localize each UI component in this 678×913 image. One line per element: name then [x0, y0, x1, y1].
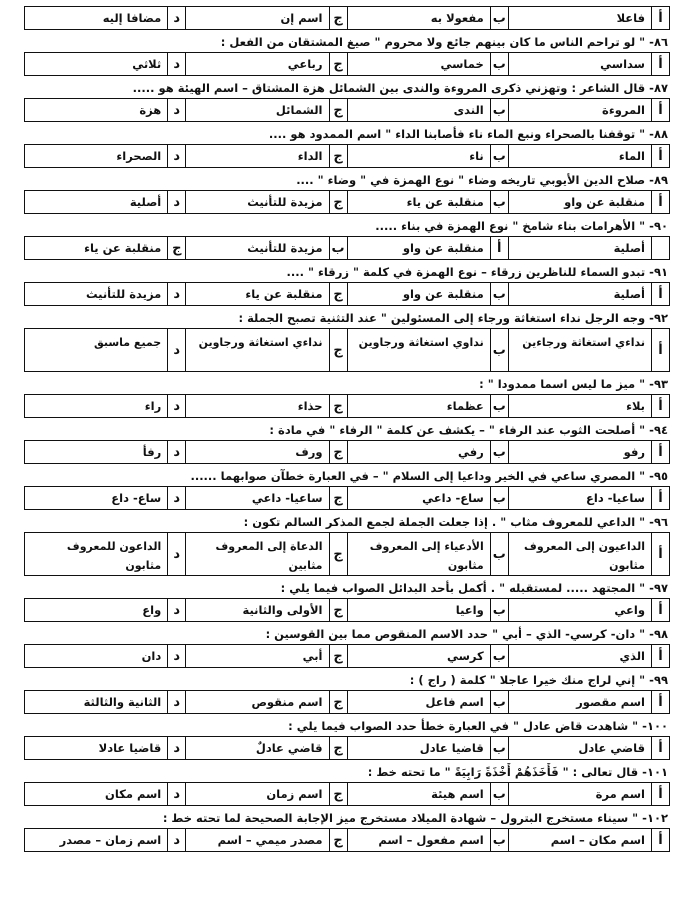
answer-option[interactable] [347, 191, 508, 213]
question-text: ٩٨- " دان- كرسي- الذي – أبي " حدد الاسم المنقوص مما بين القوسين : [265, 627, 668, 641]
option-letter: ب [490, 7, 508, 29]
answer-options-row [24, 236, 670, 260]
option-letter: د [167, 395, 185, 417]
option-letter: ج [329, 441, 347, 463]
option-letter: ب [490, 737, 508, 759]
option-letter: ج [329, 599, 347, 621]
option-text: منقلبة عن واو [402, 287, 484, 301]
answer-option[interactable] [347, 283, 508, 305]
option-text: اسم هيئة [431, 787, 484, 801]
answer-option[interactable] [508, 783, 669, 805]
option-letter: ب [490, 599, 508, 621]
option-text: ساعيا- داع [586, 491, 645, 505]
answer-option[interactable] [25, 783, 185, 805]
answer-option[interactable] [347, 691, 508, 713]
option-text: واعيا [455, 603, 484, 617]
option-letter [651, 237, 669, 259]
option-letter: ب [490, 283, 508, 305]
answer-option[interactable] [25, 145, 185, 167]
option-text: مصدر ميمي – اسم [217, 833, 323, 847]
answer-option[interactable] [347, 783, 508, 805]
option-text: المروءة [602, 103, 645, 117]
answer-options-row [24, 282, 670, 306]
option-letter: ب [490, 99, 508, 121]
option-text: قاضيا عادلا [98, 741, 162, 755]
option-letter: د [167, 7, 185, 29]
option-letter: د [167, 53, 185, 75]
option-text: أصلية [129, 195, 162, 209]
option-text: أبي [302, 649, 323, 663]
option-letter: ج [329, 395, 347, 417]
option-letter: أ [651, 829, 669, 851]
answer-option[interactable] [347, 395, 508, 417]
option-text: مضافا إليه [102, 11, 162, 25]
option-letter: أ [651, 645, 669, 667]
option-letter: ب [490, 533, 508, 575]
answer-option[interactable] [347, 645, 508, 667]
option-text: ساع- داعي [422, 491, 484, 505]
answer-options-row [24, 394, 670, 418]
option-letter: أ [651, 737, 669, 759]
option-letter: د [167, 283, 185, 305]
answer-option[interactable] [185, 487, 346, 509]
option-letter: أ [490, 237, 508, 259]
option-text: رفو [623, 445, 645, 459]
answer-option[interactable] [347, 53, 508, 75]
answer-option[interactable] [508, 441, 669, 463]
answer-option[interactable] [185, 441, 346, 463]
option-text: راء [144, 399, 162, 413]
option-letter: ج [329, 645, 347, 667]
option-letter: أ [651, 599, 669, 621]
option-text: الداعون للمعروف مثابون [66, 540, 162, 572]
answer-option[interactable] [25, 645, 185, 667]
option-letter: د [167, 145, 185, 167]
option-letter: د [167, 441, 185, 463]
option-text: اسم فاعل [425, 695, 484, 709]
option-text: اسم زمان – مصدر [59, 833, 162, 847]
answer-option[interactable] [508, 395, 669, 417]
option-text: الصحراء [116, 149, 162, 163]
answer-option[interactable] [347, 7, 508, 29]
question-text: ٩٠- " الأهرامات بناء شامخ " نوع الهمزة في بناء ..... [375, 219, 668, 233]
answer-option[interactable] [25, 99, 185, 121]
option-letter: ب [490, 783, 508, 805]
answer-option[interactable] [508, 329, 669, 371]
question-text: ١٠١- قال تعالى : " فَأَخَذَهُمْ أَخْذَةً رَابِيَةً " ما تحته خط : [367, 765, 668, 779]
option-letter: ج [329, 99, 347, 121]
answer-option[interactable] [25, 691, 185, 713]
answer-option[interactable] [347, 599, 508, 621]
answer-option[interactable] [508, 829, 669, 851]
answer-option[interactable] [185, 283, 346, 305]
answer-options-row [24, 532, 670, 576]
option-text: منقلبة عن ياء [84, 241, 162, 255]
answer-option[interactable] [185, 53, 346, 75]
option-letter: د [167, 533, 185, 575]
answer-option[interactable] [347, 329, 508, 371]
answer-option[interactable] [185, 99, 346, 121]
option-text: ناء [469, 149, 484, 163]
answer-option[interactable] [508, 145, 669, 167]
answer-option[interactable] [347, 441, 508, 463]
question-text: ٩٥- " المصري ساعي في الخير وداعيا إلى السلام " – في العبارة خطآن صوابهما ...... [190, 469, 668, 483]
answer-option[interactable] [347, 237, 508, 259]
answer-option[interactable] [25, 441, 185, 463]
option-text: الذي [619, 649, 645, 663]
option-text: كرسي [446, 649, 484, 663]
question-text: ٨٧- قال الشاعر : وتهزني ذكرى المروءة والندى بين الشمائل هزة المشتاق – اسم الهيئة هو ..... [132, 81, 668, 95]
answer-options-row [24, 52, 670, 76]
option-text: ورف [295, 445, 323, 459]
answer-option[interactable] [185, 533, 346, 575]
answer-option[interactable] [508, 737, 669, 759]
option-text: الشمائل [275, 103, 323, 117]
option-letter: أ [651, 395, 669, 417]
option-letter: د [167, 829, 185, 851]
option-letter: أ [651, 329, 669, 371]
question-text: ٩٤- " أصلحت الثوب عند الرفاء " – يكشف عن كلمة " الرفاء " في مادة : [269, 423, 668, 437]
answer-options-row [24, 328, 670, 372]
option-letter: د [167, 99, 185, 121]
option-letter: ب [490, 645, 508, 667]
answer-option[interactable] [508, 99, 669, 121]
answer-option[interactable] [25, 53, 185, 75]
answer-option[interactable] [508, 691, 669, 713]
question-text: ٩٦- " الداعي للمعروف مثاب " . إذا جعلت الجملة لجمع المذكر السالم تكون : [243, 515, 668, 529]
answer-option[interactable] [508, 53, 669, 75]
option-letter: أ [651, 283, 669, 305]
answer-options-row [24, 828, 670, 852]
answer-option[interactable] [25, 7, 185, 29]
answer-option[interactable] [25, 329, 185, 371]
answer-options-row [24, 486, 670, 510]
question-text: ٨٨- " توقفنا بالصحراء ونبع الماء ناء فأصابنا الداء " اسم الممدود هو .... [268, 127, 668, 141]
answer-options-row [24, 644, 670, 668]
option-letter: ج [167, 237, 185, 259]
answer-options-row [24, 440, 670, 464]
answer-option[interactable] [508, 237, 669, 259]
option-text: الأولى والثانية [242, 603, 323, 617]
option-text: عظماء [446, 399, 484, 413]
option-letter: ج [329, 829, 347, 851]
option-text: الداعيون إلى المعروف مثابون [524, 540, 645, 572]
option-letter: ب [490, 691, 508, 713]
option-text: حذاء [297, 399, 323, 413]
option-letter: أ [651, 53, 669, 75]
answer-option[interactable] [508, 191, 669, 213]
option-letter: ج [329, 283, 347, 305]
question-text: ٩٢- وجه الرجل نداء استغاثة ورجاء إلى المسئولين " عند التثنية تصبح الجملة : [238, 311, 668, 325]
option-text: قاضي عادل [578, 741, 645, 755]
option-text: الأدعياء إلى المعروف مثابون [369, 540, 484, 572]
option-text: الندى [453, 103, 484, 117]
option-letter: ج [329, 7, 347, 29]
answer-option[interactable] [347, 99, 508, 121]
option-text: بلاء [626, 399, 645, 413]
option-text: أصلية [613, 241, 645, 255]
option-letter: د [167, 645, 185, 667]
option-letter: ج [329, 533, 347, 575]
answer-options-row [24, 190, 670, 214]
option-text: أصلية [613, 287, 645, 301]
answer-option[interactable] [25, 487, 185, 509]
option-text: نداءي استغاثة ورجاوين [198, 336, 323, 349]
option-letter: ب [329, 237, 347, 259]
answer-options-row [24, 144, 670, 168]
question-text: ٩٣- " ميز ما ليس اسما ممدودا " : [479, 377, 668, 391]
answer-option[interactable] [185, 783, 346, 805]
option-letter: د [167, 783, 185, 805]
question-text: ١٠٢- " سيناء مستخرج البترول – شهادة الميلاد مستخرج ميز الإجابة الصحيحة لما تحته خط : [162, 811, 668, 825]
answer-options-row [24, 98, 670, 122]
option-text: قاضيا عادل [419, 741, 484, 755]
option-text: ثلاثي [132, 57, 162, 71]
option-letter: ج [329, 737, 347, 759]
option-text: اسم زمان [266, 787, 323, 801]
option-text: اسم مكان – اسم [550, 833, 645, 847]
option-text: مزيدة للتأنيث [247, 241, 323, 255]
option-text: قاضي عادلٌ [255, 741, 323, 755]
option-letter: أ [651, 783, 669, 805]
answer-option[interactable] [185, 237, 346, 259]
option-text: اسم مرة [595, 787, 645, 801]
option-letter: ب [490, 191, 508, 213]
answer-option[interactable] [185, 145, 346, 167]
option-letter: ب [490, 53, 508, 75]
option-letter: ج [329, 53, 347, 75]
option-text: اسم إن [280, 11, 323, 25]
answer-option[interactable] [185, 329, 346, 371]
option-letter: ج [329, 691, 347, 713]
answer-options-row [24, 736, 670, 760]
answer-option[interactable] [185, 737, 346, 759]
answer-option[interactable] [185, 691, 346, 713]
option-text: رباعي [287, 57, 323, 71]
answer-option[interactable] [347, 737, 508, 759]
option-letter: أ [651, 7, 669, 29]
answer-option[interactable] [185, 395, 346, 417]
option-letter: ب [490, 145, 508, 167]
option-letter: ب [490, 441, 508, 463]
option-text: فاعلا [616, 11, 645, 25]
option-letter: ج [329, 329, 347, 371]
option-text: منقلبة عن واو [564, 195, 645, 209]
option-letter: أ [651, 533, 669, 575]
option-text: منقلبة عن ياء [245, 287, 323, 301]
answer-option[interactable] [185, 191, 346, 213]
option-text: خماسي [440, 57, 484, 71]
option-text: ساعيا- داعي [251, 491, 323, 505]
option-letter: د [167, 191, 185, 213]
answer-option[interactable] [25, 737, 185, 759]
option-text: منقلبة عن واو [402, 241, 484, 255]
answer-option[interactable] [25, 533, 185, 575]
option-text: الماء [618, 149, 645, 163]
answer-option[interactable] [185, 599, 346, 621]
question-text: ٨٩- صلاح الدين الأيوبي تاريخه وضاء " نوع الهمزة في " وضاء " .... [296, 173, 668, 187]
option-text: مفعولا به [430, 11, 484, 25]
option-text: واع [142, 603, 162, 617]
option-text: الداء [297, 149, 323, 163]
option-text: الدعاة إلى المعروف مثابين [215, 540, 323, 572]
option-letter: أ [651, 487, 669, 509]
option-letter: ج [329, 145, 347, 167]
answer-options-row [24, 598, 670, 622]
option-text: اسم منقوص [251, 695, 323, 709]
option-letter: أ [651, 691, 669, 713]
option-text: ساع- داع [111, 491, 162, 505]
option-text: مزيدة للتأنيث [86, 287, 162, 301]
option-letter: أ [651, 191, 669, 213]
option-letter: د [167, 599, 185, 621]
option-letter: ب [490, 329, 508, 371]
answer-option[interactable] [347, 145, 508, 167]
answer-option[interactable] [25, 283, 185, 305]
answer-option[interactable] [347, 829, 508, 851]
option-text: سداسي [600, 57, 645, 71]
option-letter: أ [651, 441, 669, 463]
answer-option[interactable] [25, 599, 185, 621]
option-letter: أ [651, 145, 669, 167]
answer-options-row [24, 782, 670, 806]
option-text: واعي [614, 603, 645, 617]
answer-option[interactable] [185, 829, 346, 851]
option-letter: د [167, 487, 185, 509]
answer-option[interactable] [185, 645, 346, 667]
question-text: ٨٦- " لو تراحم الناس ما كان بينهم جائع ولا محروم " صيغ المشتقان من الفعل : [220, 35, 668, 49]
option-text: نداءي استغاثة ورجاءين [522, 336, 645, 349]
answer-option[interactable] [25, 395, 185, 417]
answer-options-row [24, 690, 670, 714]
option-text: الثانية والثالثة [83, 695, 162, 709]
option-text: اسم مكان [105, 787, 162, 801]
option-letter: ب [490, 395, 508, 417]
answer-option[interactable] [25, 237, 185, 259]
question-text: ٩٧- " المجتهد ..... لمستقبله " . أكمل بأحد البدائل الصواب فيما يلي : [280, 581, 668, 595]
answer-option[interactable] [25, 829, 185, 851]
option-text: رفي [457, 445, 484, 459]
option-letter: أ [651, 99, 669, 121]
option-letter: ب [490, 829, 508, 851]
option-text: اسم مفعول – اسم [378, 833, 484, 847]
answer-option[interactable] [25, 191, 185, 213]
option-letter: ج [329, 783, 347, 805]
option-letter: ج [329, 191, 347, 213]
answer-option[interactable] [508, 283, 669, 305]
question-text: ٩٩- " إني لراج منك خيرا عاجلا " كلمة ( راج ) : [409, 673, 668, 687]
option-text: دان [141, 649, 162, 663]
option-text: جميع ماسبق [93, 336, 162, 349]
option-letter: د [167, 737, 185, 759]
answer-option[interactable] [185, 7, 346, 29]
option-letter: ب [490, 487, 508, 509]
option-text: رفأ [142, 445, 162, 459]
answer-option[interactable] [508, 645, 669, 667]
answer-option[interactable] [347, 487, 508, 509]
option-text: هزة [139, 103, 162, 117]
option-letter: د [167, 691, 185, 713]
answer-option[interactable] [508, 487, 669, 509]
answer-option[interactable] [347, 533, 508, 575]
option-letter: د [167, 329, 185, 371]
answer-options-row [24, 6, 670, 30]
answer-option[interactable] [508, 533, 669, 575]
option-text: نداوي استغاثة ورجاوين [358, 336, 484, 349]
option-text: منقلبة عن ياء [406, 195, 484, 209]
option-text: مزيدة للتأنيث [247, 195, 323, 209]
option-text: اسم مقصور [576, 695, 645, 709]
answer-option[interactable] [508, 7, 669, 29]
question-text: ١٠٠- " شاهدت قاض عادل " في العبارة خطأ حدد الصواب فيما يلي : [288, 719, 668, 733]
question-text: ٩١- تبدو السماء للناظرين زرقاء – نوع الهمزة في كلمة " زرقاء " .... [286, 265, 668, 279]
option-letter: ج [329, 487, 347, 509]
answer-option[interactable] [508, 599, 669, 621]
